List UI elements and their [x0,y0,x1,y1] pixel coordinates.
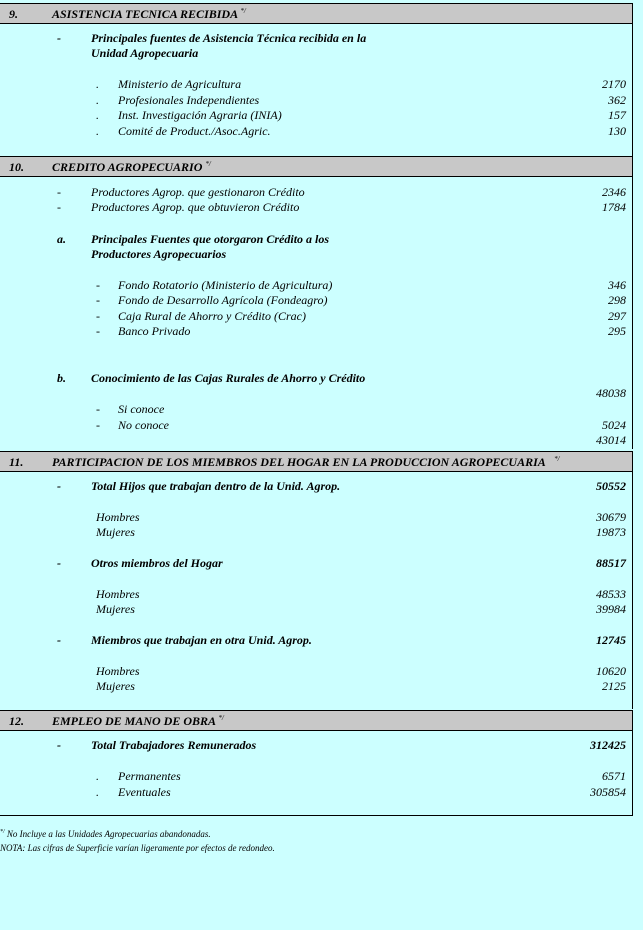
item-value: 305854 [590,785,626,799]
section-title [52,160,211,175]
bullet: . [96,124,99,138]
dash-marker: - [57,200,61,214]
section-10-body [0,177,633,449]
dash-marker: - [57,738,61,752]
section-number: 9. [9,7,18,21]
group-value: 12745 [596,633,626,647]
item-value: 48533 [596,587,626,601]
item-label: Profesionales Independientes [118,93,260,107]
note-text: NOTA: Las cifras de Superficie varían ligeramente por efectos de redondeo. [0,843,275,853]
subheading-marker: a. [57,232,66,246]
list-item [0,664,633,679]
bullet: . [96,769,99,783]
list-item [0,108,633,123]
section-title [52,455,560,470]
subheading-text: Principales Fuentes que otorgaron Crédito a los [91,232,330,246]
dash-marker: - [96,418,100,432]
bullet: . [96,77,99,91]
dash-marker: - [57,633,61,647]
item-label: Productores Agrop. que gestionaron Crédito [91,185,305,199]
item-value: 157 [608,108,626,122]
section-9-body [0,24,633,156]
dash-marker: - [57,479,61,493]
item-value: 130 [608,124,626,138]
list-item [0,185,633,200]
item-value: 298 [608,293,626,307]
subheading-marker: b. [57,371,66,385]
footnote-marker: */ [554,455,560,463]
item-label: Mujeres [96,525,135,539]
item-value: 5024 [602,418,626,432]
dash-marker: - [96,309,100,323]
subheading-row [0,247,633,262]
item-value: 297 [608,309,626,323]
total-value: 43014 [596,433,626,447]
total-value: 48038 [596,386,626,400]
subheading-text: Productores Agropecuarios [91,247,227,261]
dash-marker: - [96,293,100,307]
item-label: Hombres [96,510,140,524]
group-label: Miembros que trabajan en otra Unid. Agrop. [91,633,312,647]
dash-marker: - [57,185,61,199]
item-label: Hombres [96,587,140,601]
list-item [0,200,633,215]
list-item [0,587,633,602]
item-label: Ministerio de Agricultura [118,77,242,91]
item-label: Mujeres [96,679,135,693]
heading-row [0,31,633,46]
subheading-text: Conocimiento de las Cajas Rurales de Ahorro y Crédito [91,371,366,385]
group-row [0,633,633,648]
heading-text: Unidad Agropecuaria [91,46,199,60]
list-item [0,278,633,293]
section-12-body [0,731,633,816]
bullet: . [96,108,99,122]
section-title-text: EMPLEO DE MANO DE OBRA [52,714,216,728]
list-item [0,124,633,139]
item-label: Fondo de Desarrollo Agrícola (Fondeagro) [118,293,328,307]
item-value: 362 [608,93,626,107]
bullet: . [96,785,99,799]
section-title [52,7,246,22]
item-value: 10620 [596,664,626,678]
total-row [0,386,633,401]
footnote-marker: */ [205,160,211,168]
group-value: 88517 [596,556,626,570]
list-item [0,785,633,800]
section-title-text: PARTICIPACION DE LOS MIEMBROS DEL HOGAR EN LA PRODUCCION AGROPECUARIA [52,455,546,469]
item-label: Fondo Rotatorio (Ministerio de Agricultura) [118,278,333,292]
item-value: 39984 [596,602,626,616]
footnote-marker: */ [218,714,224,722]
subheading-row [0,371,633,386]
section-title-text: CREDITO AGROPECUARIO [52,160,203,174]
footnote-text: No Incluye a las Unidades Agropecuarias abandonadas. [4,829,211,839]
item-label: Productores Agrop. que obtuvieron Crédito [91,200,300,214]
list-item [0,77,633,92]
item-value: 1784 [602,200,626,214]
item-label: Inst. Investigación Agraria (INIA) [118,108,282,122]
item-value: 30679 [596,510,626,524]
list-item [0,309,633,324]
section-number: 10. [9,160,24,174]
footnote [0,829,211,839]
subheading-row [0,232,633,247]
group-row [0,556,633,571]
list-item [0,679,633,694]
list-item [0,402,633,417]
group-value: 50552 [596,479,626,493]
bullet: . [96,93,99,107]
group-label: Total Hijos que trabajan dentro de la Unid. Agrop. [91,479,341,493]
dash-marker: - [57,31,61,45]
item-label: No conoce [118,418,169,432]
section-11-body [0,472,633,709]
total-row [0,433,633,448]
item-label: Permanentes [118,769,181,783]
section-number: 12. [9,714,24,728]
total-row [0,738,633,753]
section-9-header [0,3,633,24]
item-label: Si conoce [118,402,165,416]
group-label: Otros miembros del Hogar [91,556,223,570]
item-value: 295 [608,324,626,338]
list-item [0,525,633,540]
item-value: 346 [608,278,626,292]
list-item [0,93,633,108]
list-item [0,293,633,308]
item-label: Eventuales [118,785,171,799]
dash-marker: - [96,278,100,292]
list-item [0,418,633,433]
section-12-header [0,710,633,731]
item-label: Comité de Product./Asoc.Agric. [118,124,271,138]
heading-row [0,46,633,61]
heading-text: Principales fuentes de Asistencia Técnica recibida en la [91,31,367,45]
item-value: 2346 [602,185,626,199]
total-value: 312425 [590,738,626,752]
list-item [0,602,633,617]
item-label: Hombres [96,664,140,678]
note [0,843,275,853]
item-value: 19873 [596,525,626,539]
list-item [0,769,633,784]
section-title [52,714,224,729]
dash-marker: - [96,402,100,416]
section-title-text: ASISTENCIA TECNICA RECIBIDA [52,7,238,21]
section-11-header [0,451,633,472]
dash-marker: - [57,556,61,570]
item-value: 6571 [602,769,626,783]
section-10-header [0,156,633,177]
item-label: Mujeres [96,602,135,616]
footnote-marker: */ [240,7,246,15]
list-item [0,324,633,339]
group-row [0,479,633,494]
item-value: 2170 [602,77,626,91]
total-label: Total Trabajadores Remunerados [91,738,257,752]
item-label: Banco Privado [118,324,191,338]
section-number: 11. [9,455,24,469]
list-item [0,510,633,525]
footnote-marker: */ [0,829,5,835]
item-label: Caja Rural de Ahorro y Crédito (Crac) [118,309,306,323]
item-value: 2125 [602,679,626,693]
dash-marker: - [96,324,100,338]
